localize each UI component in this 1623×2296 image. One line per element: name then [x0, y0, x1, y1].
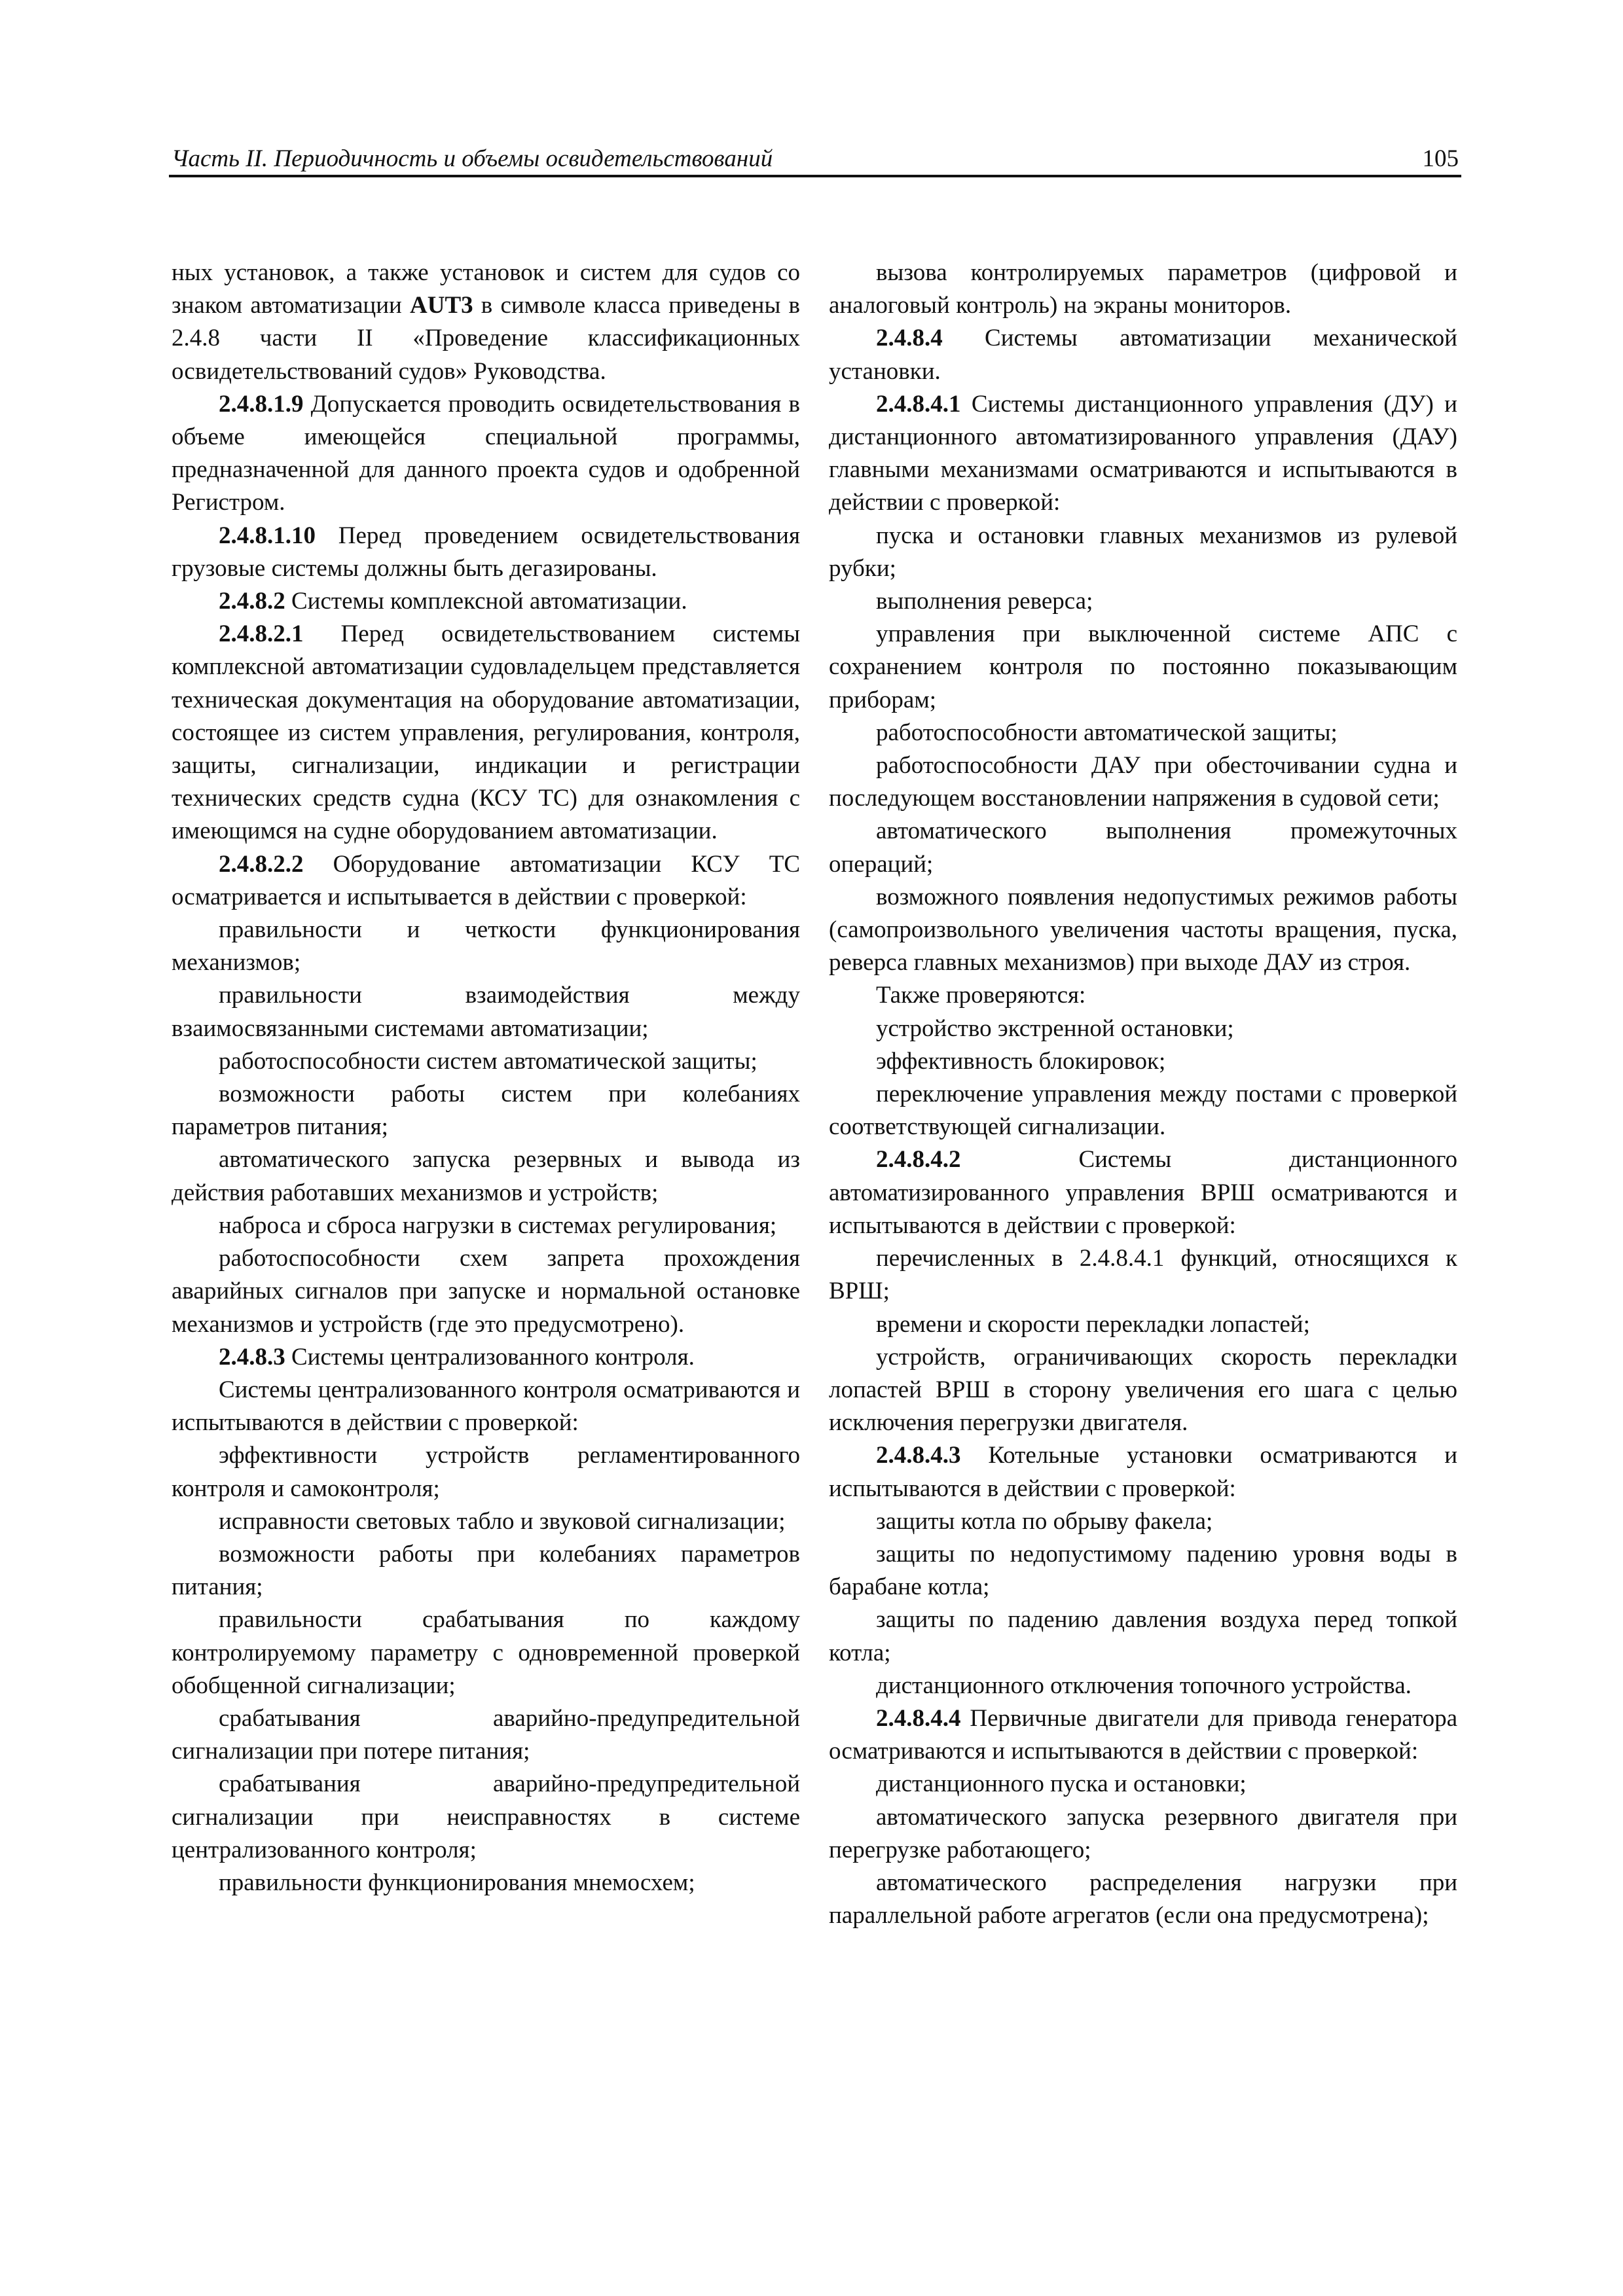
list-item: защиты по недопустимому падению уровня воды в барабане котла;	[829, 1540, 1457, 1601]
class-notation: AUT3	[410, 292, 473, 319]
list-item: перечисленных в 2.4.8.4.1 функций, относящихся к ВРШ;	[829, 1245, 1457, 1305]
list-item: автоматического выполнения промежуточных операций;	[829, 817, 1457, 878]
list-item: срабатывания аварийно-предупредительной сигнализации при потере питания;	[172, 1704, 800, 1765]
list-item: устройств, ограничивающих скорость перекладки лопастей ВРШ в сторону увеличения его шага с целью исключения перегрузки двигателя.	[829, 1343, 1457, 1437]
right-column	[829, 257, 1457, 1932]
header-title: Часть II. Периодичность и объемы освидетельствований	[172, 145, 773, 172]
list-item: работоспособности систем автоматической защиты;	[219, 1047, 757, 1075]
clause-number: 2.4.8.1.9	[219, 390, 304, 418]
section-heading: 2.4.8.3 Системы централизованного контроля.	[219, 1343, 695, 1371]
paragraph: 2.4.8.2.1 Перед освидетельствованием системы комплексной автоматизации судовладельцем представляется техническая документация на оборудование автоматизации, состоящее из систем управления, регулирования, контроля, защиты, сигнализации, индикации и регистрации технических средств судна (КСУ ТС) для ознакомления с имеющимся на судне оборудованием автоматизации.	[172, 620, 800, 845]
list-item: переключение управления между постами с проверкой соответствующей сигнализации.	[829, 1081, 1457, 1141]
clause-number: 2.4.8.4.1	[876, 390, 961, 418]
clause-number: 2.4.8.4.3	[876, 1442, 961, 1469]
list-item: возможности работы при колебаниях параметров питания;	[172, 1540, 800, 1601]
list-item: срабатывания аварийно-предупредительной сигнализации при неисправностях в системе централизованного контроля;	[172, 1770, 800, 1863]
left-column	[172, 257, 800, 1899]
list-item: правильности взаимодействия между взаимосвязанными системами автоматизации;	[172, 982, 800, 1042]
list-item: защиты котла по обрыву факела;	[876, 1507, 1213, 1535]
paragraph: Системы централизованного контроля осматриваются и испытываются в действии с проверкой:	[172, 1376, 800, 1437]
list-item: пуска и остановки главных механизмов из рулевой рубки;	[829, 522, 1457, 582]
clause-number: 2.4.8.4.2	[876, 1146, 961, 1174]
clause-number: 2.4.8.2.1	[219, 620, 304, 648]
list-item: времени и скорости перекладки лопастей;	[876, 1310, 1310, 1338]
list-item: выполнения реверса;	[876, 588, 1093, 615]
list-item: возможности работы систем при колебаниях параметров питания;	[172, 1081, 800, 1141]
section-heading: 2.4.8.2 Системы комплексной автоматизации.	[219, 588, 687, 615]
list-item: эффективность блокировок;	[876, 1047, 1166, 1075]
clause-number: 2.4.8.2.2	[219, 850, 304, 878]
list-item: дистанционного отключения топочного устройства.	[876, 1672, 1412, 1699]
list-item: правильности срабатывания по каждому контролируемому параметру с одновременной проверкой обобщенной сигнализации;	[172, 1606, 800, 1699]
list-item: правильности и четкости функционирования механизмов;	[172, 916, 800, 977]
paragraph: 2.4.8.1.10 Перед проведением освидетельствования грузовые системы должны быть дегазированы.	[172, 522, 800, 582]
paragraph: Также проверяются:	[876, 982, 1086, 1009]
paragraph: 2.4.8.4.1 Системы дистанционного управления (ДУ) и дистанционного автоматизированного управления (ДАУ) главными механизмами осматриваются и испытываются в действии с проверкой:	[829, 390, 1457, 516]
list-item: эффективности устройств регламентированного контроля и самоконтроля;	[172, 1442, 800, 1502]
paragraph: 2.4.8.2.2 Оборудование автоматизации КСУ ТС осматривается и испытывается в действии с проверкой:	[172, 850, 800, 910]
list-item: автоматического запуска резервного двигателя при перегрузке работающего;	[829, 1803, 1457, 1863]
list-item: работоспособности схем запрета прохождения аварийных сигналов при запуске и нормальной остановке механизмов и устройств (где это предусмотрено).	[172, 1245, 800, 1338]
list-item: работоспособности ДАУ при обесточивании судна и последующем восстановлении напряжения в судовой сети;	[829, 752, 1457, 812]
clause-number: 2.4.8.4	[876, 325, 943, 352]
paragraph: 2.4.8.4.3 Котельные установки осматриваются и испытываются в действии с проверкой:	[829, 1442, 1457, 1502]
list-item: исправности световых табло и звуковой сигнализации;	[219, 1507, 786, 1535]
list-item: защиты по падению давления воздуха перед топкой котла;	[829, 1606, 1457, 1666]
paragraph: 2.4.8.1.9 Допускается проводить освидетельствования в объеме имеющейся специальной программы, предназначенной для данного проекта судов и одобренной Регистром.	[172, 390, 800, 516]
list-item: дистанционного пуска и остановки;	[876, 1770, 1247, 1798]
paragraph: 2.4.8.4.2 Системы дистанционного автоматизированного управления ВРШ осматриваются и испытываются в действии с проверкой:	[829, 1146, 1457, 1239]
clause-number: 2.4.8.3	[219, 1343, 285, 1371]
list-item: возможного появления недопустимых режимов работы (самопроизвольного увеличения частоты вращения, пуска, реверса главных механизмов) при выходе ДАУ из строя.	[829, 883, 1457, 977]
paragraph: 2.4.8.4.4 Первичные двигатели для привода генератора осматриваются и испытываются в действии с проверкой:	[829, 1704, 1457, 1765]
page-number: 105	[1422, 145, 1459, 172]
clause-number: 2.4.8.4.4	[876, 1704, 961, 1732]
list-item: наброса и сброса нагрузки в системах регулирования;	[219, 1211, 777, 1239]
list-item: автоматического запуска резервных и вывода из действия работавших механизмов и устройств;	[172, 1146, 800, 1206]
list-item: вызова контролируемых параметров (цифровой и аналоговый контроль) на экраны мониторов.	[829, 259, 1457, 319]
list-item: автоматического распределения нагрузки при параллельной работе агрегатов (если она предусмотрена);	[829, 1869, 1457, 1929]
section-heading: 2.4.8.4 Системы автоматизации механической установки.	[829, 325, 1457, 385]
clause-number: 2.4.8.1.10	[219, 522, 316, 549]
paragraph: ных установок, а также установок и систем для судов со знаком автоматизации AUT3 в символе класса приведены в 2.4.8 части II «Проведение классификационных освидетельствований судов» Руководства.	[172, 259, 800, 385]
list-item: правильности функционирования мнемосхем;	[219, 1869, 695, 1896]
running-header	[169, 141, 1461, 177]
clause-number: 2.4.8.2	[219, 588, 285, 615]
list-item: управления при выключенной системе АПС с сохранением контроля по постоянно показывающим приборам;	[829, 620, 1457, 713]
list-item: устройство экстренной остановки;	[876, 1014, 1234, 1042]
list-item: работоспособности автоматической защиты;	[876, 719, 1338, 746]
